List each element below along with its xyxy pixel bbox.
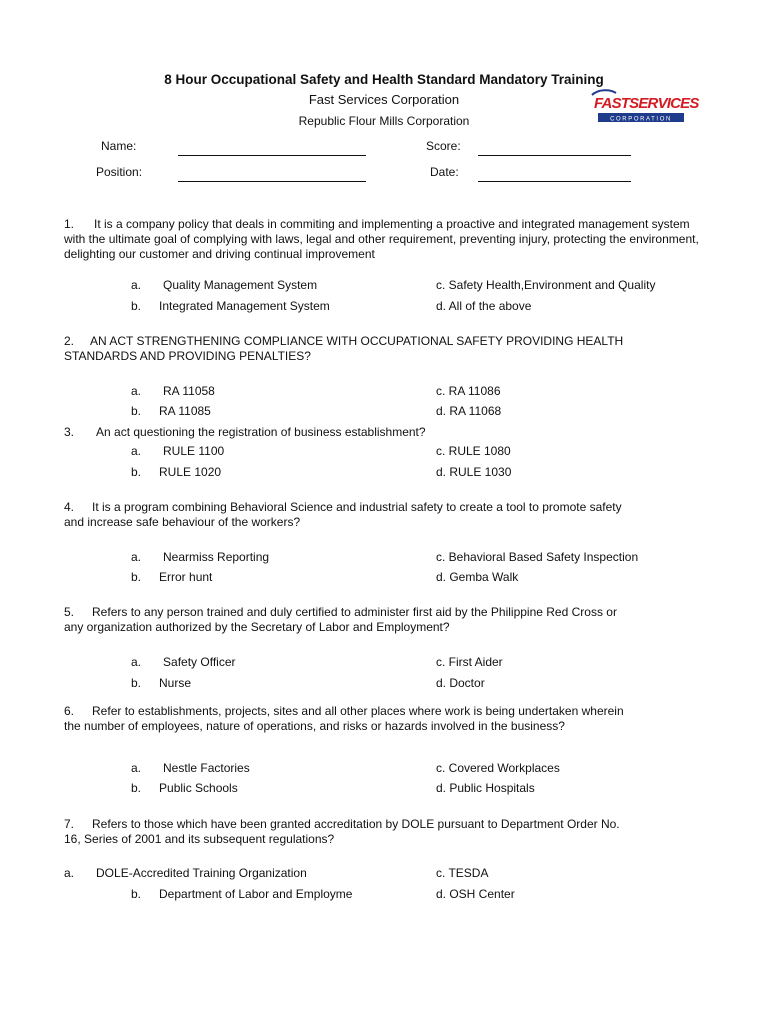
option-4b[interactable]: b. Error hunt	[131, 570, 213, 584]
option-7c[interactable]: c. TESDA	[436, 866, 489, 880]
score-label: Score:	[426, 139, 461, 153]
question-7	[64, 817, 624, 847]
score-field[interactable]	[478, 155, 631, 156]
svg-text:FASTSERVICES: FASTSERVICES	[594, 95, 699, 112]
option-5c[interactable]: c. First Aider	[436, 655, 503, 669]
option-6a[interactable]: a. Nestle Factories	[131, 761, 250, 775]
option-2d[interactable]: d. RA 11068	[436, 404, 502, 418]
question-2	[64, 334, 624, 364]
question-number: 6.	[64, 704, 75, 718]
option-6b[interactable]: b. Public Schools	[131, 781, 238, 795]
question-number: 7.	[64, 817, 75, 831]
question-text: It is a company policy that deals in commiting and implementing a proactive and integrated management system with the ultimate goal of complying with laws, legal and other requirement, preventing injury, protecting the environment, delighting our customer and driving continual improvement	[64, 217, 699, 261]
option-7b[interactable]: b. Department of Labor and Employme	[131, 887, 353, 901]
question-text: Refer to establishments, projects, sites and all other places where work is being undertaken wherein the number of employees, nature of operations, and risks or hazards involved in the business?	[64, 704, 624, 733]
question-text: It is a program combining Behavioral Science and industrial safety to create a tool to promote safety and increase safe behaviour of the workers?	[64, 500, 622, 529]
option-1d[interactable]: d. All of the above	[436, 299, 532, 313]
position-field[interactable]	[178, 181, 366, 182]
option-1a[interactable]: a. Quality Management System	[131, 278, 318, 292]
name-field[interactable]	[178, 155, 366, 156]
question-3	[64, 425, 704, 440]
option-5a[interactable]: a. Safety Officer	[131, 655, 236, 669]
question-number: 1.	[64, 217, 75, 231]
question-text: AN ACT STRENGTHENING COMPLIANCE WITH OCCUPATIONAL SAFETY PROVIDING HEALTH STANDARDS AND PROVIDING PENALTIES?	[64, 334, 624, 363]
question-number: 3.	[64, 425, 75, 439]
question-4	[64, 500, 644, 530]
option-7a[interactable]: a. DOLE-Accredited Training Organization	[64, 866, 307, 880]
date-field[interactable]	[478, 181, 631, 182]
option-3a[interactable]: a. RULE 1100	[131, 444, 225, 458]
question-6	[64, 704, 624, 734]
option-3d[interactable]: d. RULE 1030	[436, 465, 512, 479]
company-name: Fast Services Corporation	[308, 92, 460, 107]
option-3b[interactable]: b. RULE 1020	[131, 465, 222, 479]
option-4a[interactable]: a. Nearmiss Reporting	[131, 550, 270, 564]
date-label: Date:	[430, 165, 459, 179]
option-3c[interactable]: c. RULE 1080	[436, 444, 511, 458]
option-2c[interactable]: c. RA 11086	[436, 384, 501, 398]
option-2b[interactable]: b. RA 11085	[131, 404, 211, 418]
option-1b[interactable]: b. Integrated Management System	[131, 299, 330, 313]
question-text: Refers to any person trained and duly certified to administer first aid by the Philippine Red Cross or any organization authorized by the Secretary of Labor and Employment?	[64, 605, 617, 634]
option-2a[interactable]: a. RA 11058	[131, 384, 215, 398]
question-text: Refers to those which have been granted accreditation by DOLE pursuant to Department Order No. 16, Series of 2001 and its subsequent regulations?	[64, 817, 620, 846]
question-5	[64, 605, 624, 635]
question-number: 2.	[64, 334, 75, 348]
question-number: 4.	[64, 500, 75, 514]
option-5d[interactable]: d. Doctor	[436, 676, 485, 690]
fast-services-logo	[588, 89, 699, 127]
svg-text:CORPORATION: CORPORATION	[610, 116, 672, 123]
question-text: An act questioning the registration of business establishment?	[96, 425, 426, 439]
question-number: 5.	[64, 605, 75, 619]
option-6c[interactable]: c. Covered Workplaces	[436, 761, 560, 775]
position-label: Position:	[96, 165, 143, 179]
option-7d[interactable]: d. OSH Center	[436, 887, 515, 901]
option-4d[interactable]: d. Gemba Walk	[436, 570, 519, 584]
option-5b[interactable]: b. Nurse	[131, 676, 192, 690]
option-6d[interactable]: d. Public Hospitals	[436, 781, 535, 795]
option-4c[interactable]: c. Behavioral Based Safety Inspection	[436, 550, 639, 564]
client-name: Republic Flour Mills Corporation	[298, 114, 470, 128]
document-title: 8 Hour Occupational Safety and Health Standard Mandatory Training	[164, 72, 604, 87]
question-1	[64, 217, 704, 262]
name-label: Name:	[101, 139, 137, 153]
option-1c[interactable]: c. Safety Health,Environment and Quality	[436, 278, 656, 292]
